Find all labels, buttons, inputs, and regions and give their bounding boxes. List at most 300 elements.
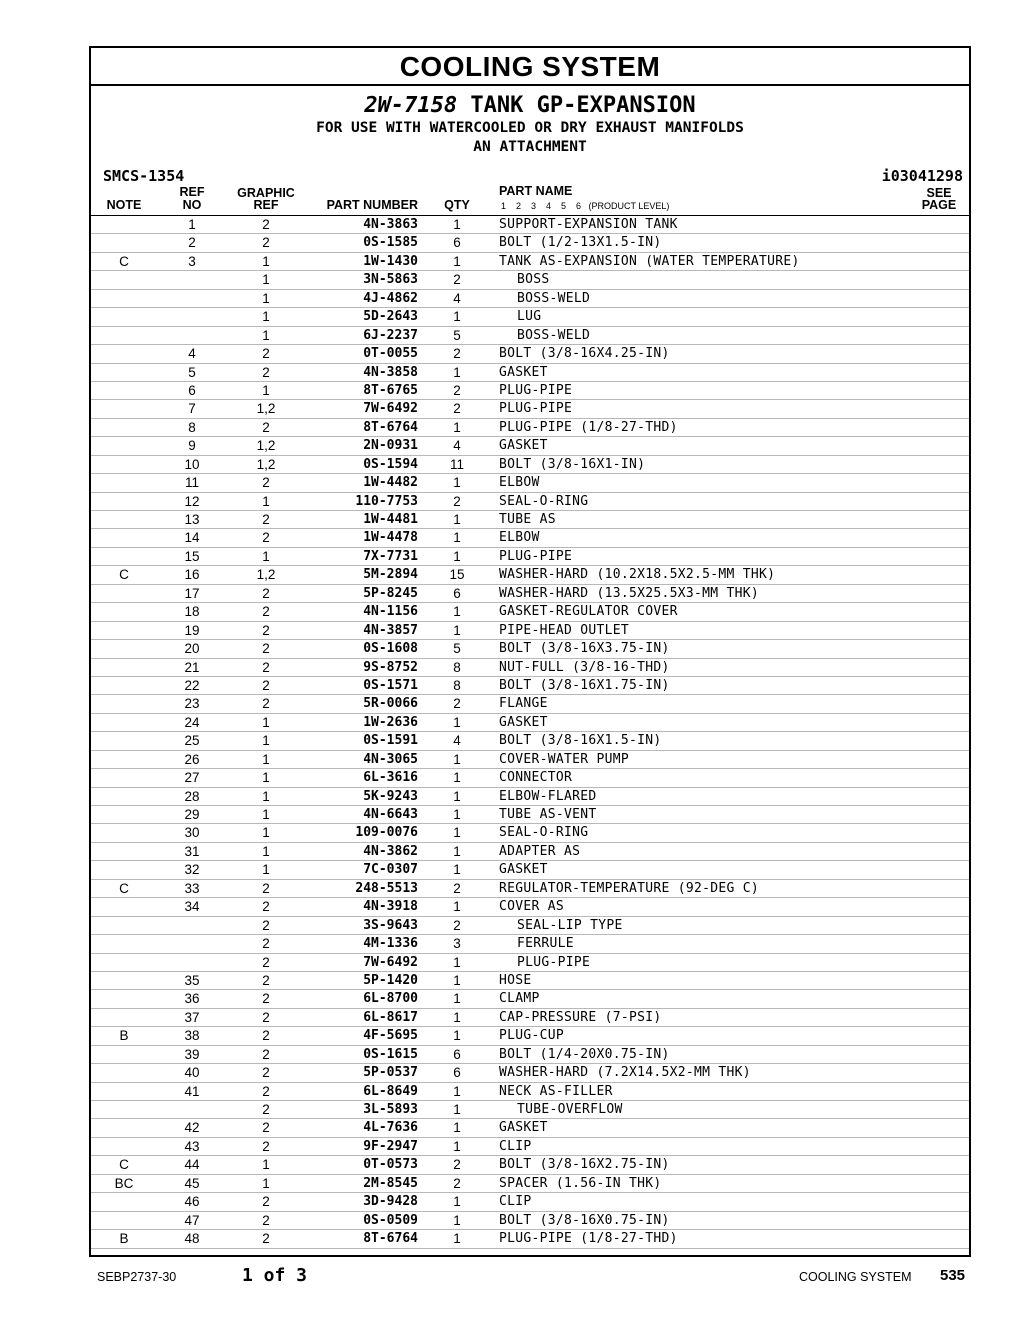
part-number-link[interactable]: 4N-3862 xyxy=(363,843,418,859)
part-name-cell: BOLT (3/8-16X1-IN) xyxy=(499,456,646,472)
page-footer xyxy=(0,1262,1020,1292)
header-part-name: PART NAME xyxy=(499,184,573,198)
part-number-link[interactable]: 1W-4478 xyxy=(363,530,418,546)
part-name-cell: GASKET xyxy=(499,438,548,454)
part-name-cell: BOLT (3/8-16X2.75-IN) xyxy=(499,1157,670,1173)
graphic-ref-cell: 1 xyxy=(262,807,270,822)
table-row xyxy=(91,640,969,658)
part-number-link[interactable]: 6L-8700 xyxy=(363,991,418,1007)
header-graphic-top: GRAPHIC xyxy=(237,186,295,200)
table-row xyxy=(91,751,969,769)
qty-cell: 1 xyxy=(453,309,461,325)
part-name-cell: GASKET xyxy=(499,714,548,730)
part-number-link[interactable]: 0S-0509 xyxy=(363,1212,418,1228)
qty-cell: 2 xyxy=(453,880,461,896)
table-row xyxy=(91,548,969,566)
part-number-link[interactable]: 0S-1594 xyxy=(363,456,418,472)
table-row xyxy=(91,1193,969,1211)
part-number-link[interactable]: 9F-2947 xyxy=(363,1138,418,1154)
part-name-cell: BOLT (1/4-20X0.75-IN) xyxy=(499,1046,670,1062)
ref-no-cell: 20 xyxy=(184,641,200,657)
footer-page-number: 535 xyxy=(940,1267,966,1284)
part-name-cell: NUT-FULL (3/8-16-THD) xyxy=(499,659,670,675)
part-number-link[interactable]: 1W-1430 xyxy=(363,253,418,269)
part-number-link[interactable]: 5R-0066 xyxy=(363,696,418,712)
header-graphic-bottom: REF xyxy=(253,198,279,212)
part-name-cell: PLUG-CUP xyxy=(499,1028,565,1044)
part-name-cell: TANK AS-EXPANSION (WATER TEMPERATURE) xyxy=(499,253,800,269)
ref-no-cell: 17 xyxy=(184,585,200,601)
document-id: i03041298 xyxy=(881,167,963,185)
table-row xyxy=(91,400,969,418)
ref-no-cell: 3 xyxy=(188,253,196,269)
graphic-ref-cell: 2 xyxy=(262,991,270,1007)
graphic-ref-cell: 2 xyxy=(262,419,270,435)
table-row xyxy=(91,1101,969,1119)
table-row xyxy=(91,529,969,547)
part-number-link[interactable]: 1W-4481 xyxy=(363,512,418,527)
graphic-ref-cell: 2 xyxy=(262,1194,270,1210)
table-row xyxy=(91,603,969,621)
part-number-link[interactable]: 109-0076 xyxy=(355,825,418,841)
smcs-code: SMCS-1354 xyxy=(103,167,185,185)
part-number-link[interactable]: 9S-8752 xyxy=(363,659,418,675)
part-name-cell: GASKET xyxy=(499,364,548,380)
table-header xyxy=(91,184,969,216)
part-name-cell: SUPPORT-EXPANSION TANK xyxy=(499,217,678,232)
ref-no-cell: 36 xyxy=(184,991,200,1007)
part-name-cell: SPACER (1.56-IN THK) xyxy=(499,1175,662,1191)
qty-cell: 3 xyxy=(453,936,461,952)
table-row xyxy=(91,935,969,953)
qty-cell: 1 xyxy=(453,1138,461,1154)
part-name-cell: BOLT (3/8-16X1.75-IN) xyxy=(499,677,670,693)
part-name-cell: HOSE xyxy=(499,972,532,988)
part-name-cell: PLUG-PIPE (1/8-27-THD) xyxy=(499,1231,678,1247)
table-row xyxy=(91,806,969,824)
part-name-cell: PLUG-PIPE (1/8-27-THD) xyxy=(499,419,678,435)
qty-cell: 1 xyxy=(453,1009,461,1025)
part-name-cell: NECK AS-FILLER xyxy=(499,1083,613,1099)
part-name-cell: BOLT (3/8-16X3.75-IN) xyxy=(499,641,670,657)
table-row xyxy=(91,824,969,842)
graphic-ref-cell: 2 xyxy=(262,1046,270,1062)
ref-no-cell: 44 xyxy=(184,1157,200,1173)
graphic-ref-cell: 2 xyxy=(262,1231,270,1247)
group-part-number[interactable]: 2W-7158 xyxy=(364,93,458,118)
graphic-ref-cell: 2 xyxy=(262,1009,270,1025)
part-number-link[interactable]: 4N-3858 xyxy=(363,364,418,380)
part-number-link[interactable]: 1W-2636 xyxy=(363,714,418,730)
table-row xyxy=(91,345,969,363)
graphic-ref-cell: 1 xyxy=(262,770,270,786)
part-number-link[interactable]: 7W-6492 xyxy=(363,401,418,417)
table-row xyxy=(91,216,969,234)
qty-cell: 1 xyxy=(453,770,461,786)
part-name-cell: GASKET xyxy=(499,1120,548,1136)
table-row xyxy=(91,880,969,898)
part-name-cell: CLIP xyxy=(499,1138,532,1154)
graphic-ref-cell: 1 xyxy=(262,862,270,878)
graphic-ref-cell: 2 xyxy=(262,1083,270,1099)
graphic-ref-cell: 2 xyxy=(262,917,270,933)
part-number-link[interactable]: 8T-6764 xyxy=(363,419,418,435)
table-row xyxy=(91,585,969,603)
qty-cell: 1 xyxy=(453,862,461,878)
part-number-link[interactable]: 3S-9643 xyxy=(363,917,418,933)
qty-cell: 5 xyxy=(453,327,461,343)
graphic-ref-cell: 1 xyxy=(262,327,270,343)
header-part-number: PART NUMBER xyxy=(326,198,418,212)
graphic-ref-cell: 2 xyxy=(262,1065,270,1081)
part-number-link[interactable]: 3N-5863 xyxy=(363,272,418,288)
graphic-ref-cell: 2 xyxy=(262,936,270,952)
qty-cell: 1 xyxy=(453,899,461,915)
qty-cell: 6 xyxy=(453,1046,461,1062)
part-number-link[interactable]: 110-7753 xyxy=(355,493,418,509)
part-number-link[interactable]: 3D-9428 xyxy=(363,1194,418,1210)
note-cell: C xyxy=(119,253,129,269)
ref-no-cell: 4 xyxy=(188,346,196,362)
qty-cell: 1 xyxy=(453,253,461,269)
table-row xyxy=(91,474,969,492)
ref-no-cell: 5 xyxy=(188,364,196,380)
part-number-link[interactable]: 4N-3065 xyxy=(363,751,418,767)
table-row xyxy=(91,253,969,271)
part-name-cell: BOLT (3/8-16X1.5-IN) xyxy=(499,733,662,749)
table-row xyxy=(91,382,969,400)
header-product-levels: 1 2 3 4 5 6 (PRODUCT LEVEL) xyxy=(501,201,670,211)
part-name-cell: TUBE AS xyxy=(499,512,556,527)
qty-cell: 1 xyxy=(453,788,461,804)
qty-cell: 1 xyxy=(453,991,461,1007)
part-name-cell: CAP-PRESSURE (7-PSI) xyxy=(499,1009,662,1025)
graphic-ref-cell: 2 xyxy=(262,1028,270,1044)
part-number-link[interactable]: 0S-1608 xyxy=(363,641,418,657)
part-number-link[interactable]: 8T-6764 xyxy=(363,1231,418,1247)
graphic-ref-cell: 2 xyxy=(262,972,270,988)
part-name-cell: WASHER-HARD (13.5X25.5X3-MM THK) xyxy=(499,585,760,601)
part-name-cell: TUBE-OVERFLOW xyxy=(517,1102,623,1117)
part-name-cell: REGULATOR-TEMPERATURE (92-DEG C) xyxy=(499,880,760,896)
part-number-link[interactable]: 2M-8545 xyxy=(363,1175,418,1191)
part-name-cell: PLUG-PIPE xyxy=(499,382,573,398)
graphic-ref-cell: 2 xyxy=(262,235,270,251)
part-name-cell: BOSS-WELD xyxy=(517,290,591,306)
part-number-link[interactable]: 5P-8245 xyxy=(363,585,418,601)
qty-cell: 1 xyxy=(453,604,461,620)
graphic-ref-cell: 2 xyxy=(262,512,270,527)
qty-cell: 2 xyxy=(453,382,461,398)
part-name-cell: LUG xyxy=(517,309,542,325)
part-number-link[interactable]: 6L-8649 xyxy=(363,1083,418,1099)
table-row xyxy=(91,769,969,787)
ref-no-cell: 26 xyxy=(184,751,200,767)
part-number-link[interactable]: 248-5513 xyxy=(355,880,418,896)
part-name-cell: CLAMP xyxy=(499,991,540,1007)
qty-cell: 1 xyxy=(453,807,461,822)
header-see-bottom: PAGE xyxy=(921,198,957,212)
graphic-ref-cell: 1,2 xyxy=(256,401,276,417)
part-number-link[interactable]: 3L-5893 xyxy=(363,1102,418,1117)
graphic-ref-cell: 2 xyxy=(262,217,270,232)
note-cell: BC xyxy=(114,1175,134,1191)
qty-cell: 2 xyxy=(453,1157,461,1173)
table-row xyxy=(91,308,969,326)
part-number-link[interactable]: 6J-2237 xyxy=(363,327,418,343)
qty-cell: 11 xyxy=(449,456,464,472)
graphic-ref-cell: 2 xyxy=(262,899,270,915)
qty-cell: 8 xyxy=(453,677,461,693)
ref-no-cell: 21 xyxy=(184,659,200,675)
qty-cell: 15 xyxy=(449,567,465,583)
ref-no-cell: 6 xyxy=(188,382,196,398)
table-row xyxy=(91,327,969,345)
qty-cell: 1 xyxy=(453,1102,461,1117)
table-row xyxy=(91,1119,969,1137)
part-name-cell: BOLT (3/8-16X0.75-IN) xyxy=(499,1212,670,1228)
qty-cell: 5 xyxy=(453,641,461,657)
graphic-ref-cell: 1,2 xyxy=(256,456,276,472)
ref-no-cell: 7 xyxy=(188,401,196,417)
part-number-link[interactable]: 0S-1571 xyxy=(363,677,418,693)
ref-no-cell: 46 xyxy=(184,1194,200,1210)
table-row xyxy=(91,1046,969,1064)
qty-cell: 4 xyxy=(453,290,461,306)
part-name-cell: PLUG-PIPE xyxy=(517,954,591,970)
part-number-link[interactable]: 1W-4482 xyxy=(363,475,418,491)
graphic-ref-cell: 1 xyxy=(262,290,270,306)
part-number-link[interactable]: 5P-0537 xyxy=(363,1065,418,1081)
part-number-link[interactable]: 4F-5695 xyxy=(363,1028,418,1044)
part-number-link[interactable]: 0T-0055 xyxy=(363,346,418,362)
ref-no-cell: 10 xyxy=(184,456,200,472)
note-cell: C xyxy=(119,567,129,583)
part-name-cell: CONNECTOR xyxy=(499,770,573,786)
part-number-link[interactable]: 4N-6643 xyxy=(363,807,418,822)
part-number-link[interactable]: 4J-4862 xyxy=(363,290,418,306)
graphic-ref-cell: 2 xyxy=(262,641,270,657)
part-name-cell: BOLT (3/8-16X4.25-IN) xyxy=(499,346,670,362)
graphic-ref-cell: 2 xyxy=(262,659,270,675)
part-number-link[interactable]: 0T-0573 xyxy=(363,1157,418,1173)
part-name-cell: ELBOW-FLARED xyxy=(499,788,597,804)
ref-no-cell: 2 xyxy=(188,235,196,251)
graphic-ref-cell: 2 xyxy=(262,954,270,970)
table-row xyxy=(91,437,969,455)
table-row xyxy=(91,954,969,972)
ref-no-cell: 33 xyxy=(184,880,200,896)
table-row xyxy=(91,990,969,1008)
graphic-ref-cell: 1 xyxy=(262,253,270,269)
table-row xyxy=(91,732,969,750)
qty-cell: 1 xyxy=(453,972,461,988)
qty-cell: 2 xyxy=(453,493,461,509)
table-row xyxy=(91,714,969,732)
table-row xyxy=(91,917,969,935)
part-number-link[interactable]: 5K-9243 xyxy=(363,788,418,804)
part-name-cell: COVER AS xyxy=(499,899,565,915)
part-number-link[interactable]: 4N-3863 xyxy=(363,217,418,232)
part-name-cell: BOSS-WELD xyxy=(517,327,591,343)
graphic-ref-cell: 1 xyxy=(262,1175,270,1191)
note-cell: C xyxy=(119,880,129,896)
table-row xyxy=(91,659,969,677)
part-number-link[interactable]: 0S-1585 xyxy=(363,235,418,251)
ref-no-cell: 24 xyxy=(184,714,200,730)
part-number-link[interactable]: 5M-2894 xyxy=(363,567,418,583)
graphic-ref-cell: 1,2 xyxy=(256,438,276,454)
part-number-link[interactable]: 7C-0307 xyxy=(363,862,418,878)
ref-no-cell: 12 xyxy=(184,493,200,509)
qty-cell: 1 xyxy=(453,548,461,564)
note-cell: C xyxy=(119,1157,129,1173)
graphic-ref-cell: 2 xyxy=(262,604,270,620)
table-row xyxy=(91,695,969,713)
part-name-cell: PIPE-HEAD OUTLET xyxy=(499,622,630,638)
table-row xyxy=(91,861,969,879)
qty-cell: 1 xyxy=(453,1028,461,1044)
table-row xyxy=(91,1156,969,1174)
part-number-link[interactable]: 4N-3918 xyxy=(363,899,418,915)
ref-no-cell: 42 xyxy=(184,1120,200,1136)
table-row xyxy=(91,1009,969,1027)
table-row xyxy=(91,419,969,437)
ref-no-cell: 38 xyxy=(184,1028,200,1044)
part-number-link[interactable]: 6L-3616 xyxy=(363,770,418,786)
qty-cell: 1 xyxy=(453,1194,461,1210)
table-row xyxy=(91,566,969,584)
part-number-link[interactable]: 7X-7731 xyxy=(363,548,418,564)
footer-section: COOLING SYSTEM xyxy=(799,1270,912,1284)
parts-table-body xyxy=(91,216,969,1249)
header-ref-bottom: NO xyxy=(182,198,202,212)
part-name-cell: PLUG-PIPE xyxy=(499,548,573,564)
part-number-link[interactable]: 0S-1591 xyxy=(363,733,418,749)
table-row xyxy=(91,843,969,861)
table-row xyxy=(91,493,969,511)
part-number-link[interactable]: 7W-6492 xyxy=(363,954,418,970)
graphic-ref-cell: 2 xyxy=(262,696,270,712)
qty-cell: 1 xyxy=(453,419,461,435)
graphic-ref-cell: 2 xyxy=(262,475,270,491)
table-row xyxy=(91,1027,969,1045)
part-number-link[interactable]: 4N-3857 xyxy=(363,622,418,638)
ref-no-cell: 35 xyxy=(184,972,200,988)
qty-cell: 8 xyxy=(453,659,461,675)
ref-no-cell: 15 xyxy=(184,548,200,564)
part-number-link[interactable]: 6L-8617 xyxy=(363,1009,418,1025)
qty-cell: 1 xyxy=(453,751,461,767)
qty-cell: 2 xyxy=(453,346,461,362)
part-name-cell: SEAL-O-RING xyxy=(499,825,589,841)
ref-no-cell: 37 xyxy=(184,1009,200,1025)
part-name-cell: FERRULE xyxy=(517,936,574,952)
qty-cell: 6 xyxy=(453,1065,461,1081)
qty-cell: 1 xyxy=(453,1231,461,1247)
part-number-link[interactable]: 2N-0931 xyxy=(363,438,418,454)
qty-cell: 1 xyxy=(453,1083,461,1099)
graphic-ref-cell: 2 xyxy=(262,1138,270,1154)
ref-no-cell: 39 xyxy=(184,1046,200,1062)
qty-cell: 1 xyxy=(453,843,461,859)
graphic-ref-cell: 1 xyxy=(262,733,270,749)
table-row xyxy=(91,622,969,640)
ref-no-cell: 23 xyxy=(184,696,200,712)
part-name-cell: ELBOW xyxy=(499,530,540,546)
part-number-link[interactable]: 4M-1336 xyxy=(363,936,418,952)
part-number-link[interactable]: 4N-1156 xyxy=(363,604,418,620)
ref-no-cell: 32 xyxy=(184,862,200,878)
qty-cell: 1 xyxy=(453,217,461,232)
graphic-ref-cell: 1 xyxy=(262,714,270,730)
part-number-link[interactable]: 8T-6765 xyxy=(363,382,418,398)
graphic-ref-cell: 2 xyxy=(262,622,270,638)
table-row xyxy=(91,1230,969,1248)
ref-no-cell: 11 xyxy=(184,475,199,491)
part-name-cell: SEAL-O-RING xyxy=(499,493,589,509)
graphic-ref-cell: 1 xyxy=(262,382,270,398)
group-subtitle-1: FOR USE WITH WATERCOOLED OR DRY EXHAUST MANIFOLDS xyxy=(316,120,744,136)
table-row xyxy=(91,788,969,806)
ref-no-cell: 25 xyxy=(184,733,200,749)
graphic-ref-cell: 2 xyxy=(262,880,270,896)
qty-cell: 2 xyxy=(453,1175,461,1191)
graphic-ref-cell: 2 xyxy=(262,1120,270,1136)
qty-cell: 2 xyxy=(453,696,461,712)
table-row xyxy=(91,234,969,252)
part-number-link[interactable]: 4L-7636 xyxy=(363,1120,418,1136)
table-row xyxy=(91,1138,969,1156)
part-number-link[interactable]: 0S-1615 xyxy=(363,1046,418,1062)
part-name-cell: ADAPTER AS xyxy=(499,843,581,859)
ref-no-cell: 22 xyxy=(184,677,200,693)
qty-cell: 1 xyxy=(453,1212,461,1228)
qty-cell: 1 xyxy=(453,1120,461,1136)
table-row xyxy=(91,271,969,289)
ref-no-cell: 30 xyxy=(184,825,200,841)
table-row xyxy=(91,972,969,990)
ref-no-cell: 1 xyxy=(188,217,196,232)
part-name-cell: BOLT (1/2-13X1.5-IN) xyxy=(499,235,662,251)
part-name-cell: BOSS xyxy=(517,272,550,288)
header-see-top: SEE xyxy=(926,186,952,200)
qty-cell: 6 xyxy=(453,235,461,251)
part-name-cell: WASHER-HARD (7.2X14.5X2-MM THK) xyxy=(499,1065,751,1081)
qty-cell: 1 xyxy=(453,512,461,527)
qty-cell: 1 xyxy=(453,622,461,638)
ref-no-cell: 40 xyxy=(184,1065,200,1081)
note-cell: B xyxy=(119,1028,129,1044)
group-subtitle-2: AN ATTACHMENT xyxy=(473,139,587,155)
part-name-cell: FLANGE xyxy=(499,696,548,712)
table-row xyxy=(91,1083,969,1101)
parts-page-frame xyxy=(89,46,971,1257)
table-row xyxy=(91,511,969,529)
graphic-ref-cell: 2 xyxy=(262,677,270,693)
ref-no-cell: 43 xyxy=(184,1138,200,1154)
part-number-link[interactable]: 5D-2643 xyxy=(363,309,418,325)
part-number-link[interactable]: 5P-1420 xyxy=(363,972,418,988)
section-title: COOLING SYSTEM xyxy=(91,48,969,86)
header-note: NOTE xyxy=(106,198,142,212)
qty-cell: 2 xyxy=(453,917,461,933)
part-name-cell: PLUG-PIPE xyxy=(499,401,573,417)
ref-no-cell: 47 xyxy=(184,1212,200,1228)
graphic-ref-cell: 2 xyxy=(262,1102,270,1117)
part-name-cell: COVER-WATER PUMP xyxy=(499,751,630,767)
graphic-ref-cell: 1,2 xyxy=(256,567,276,583)
